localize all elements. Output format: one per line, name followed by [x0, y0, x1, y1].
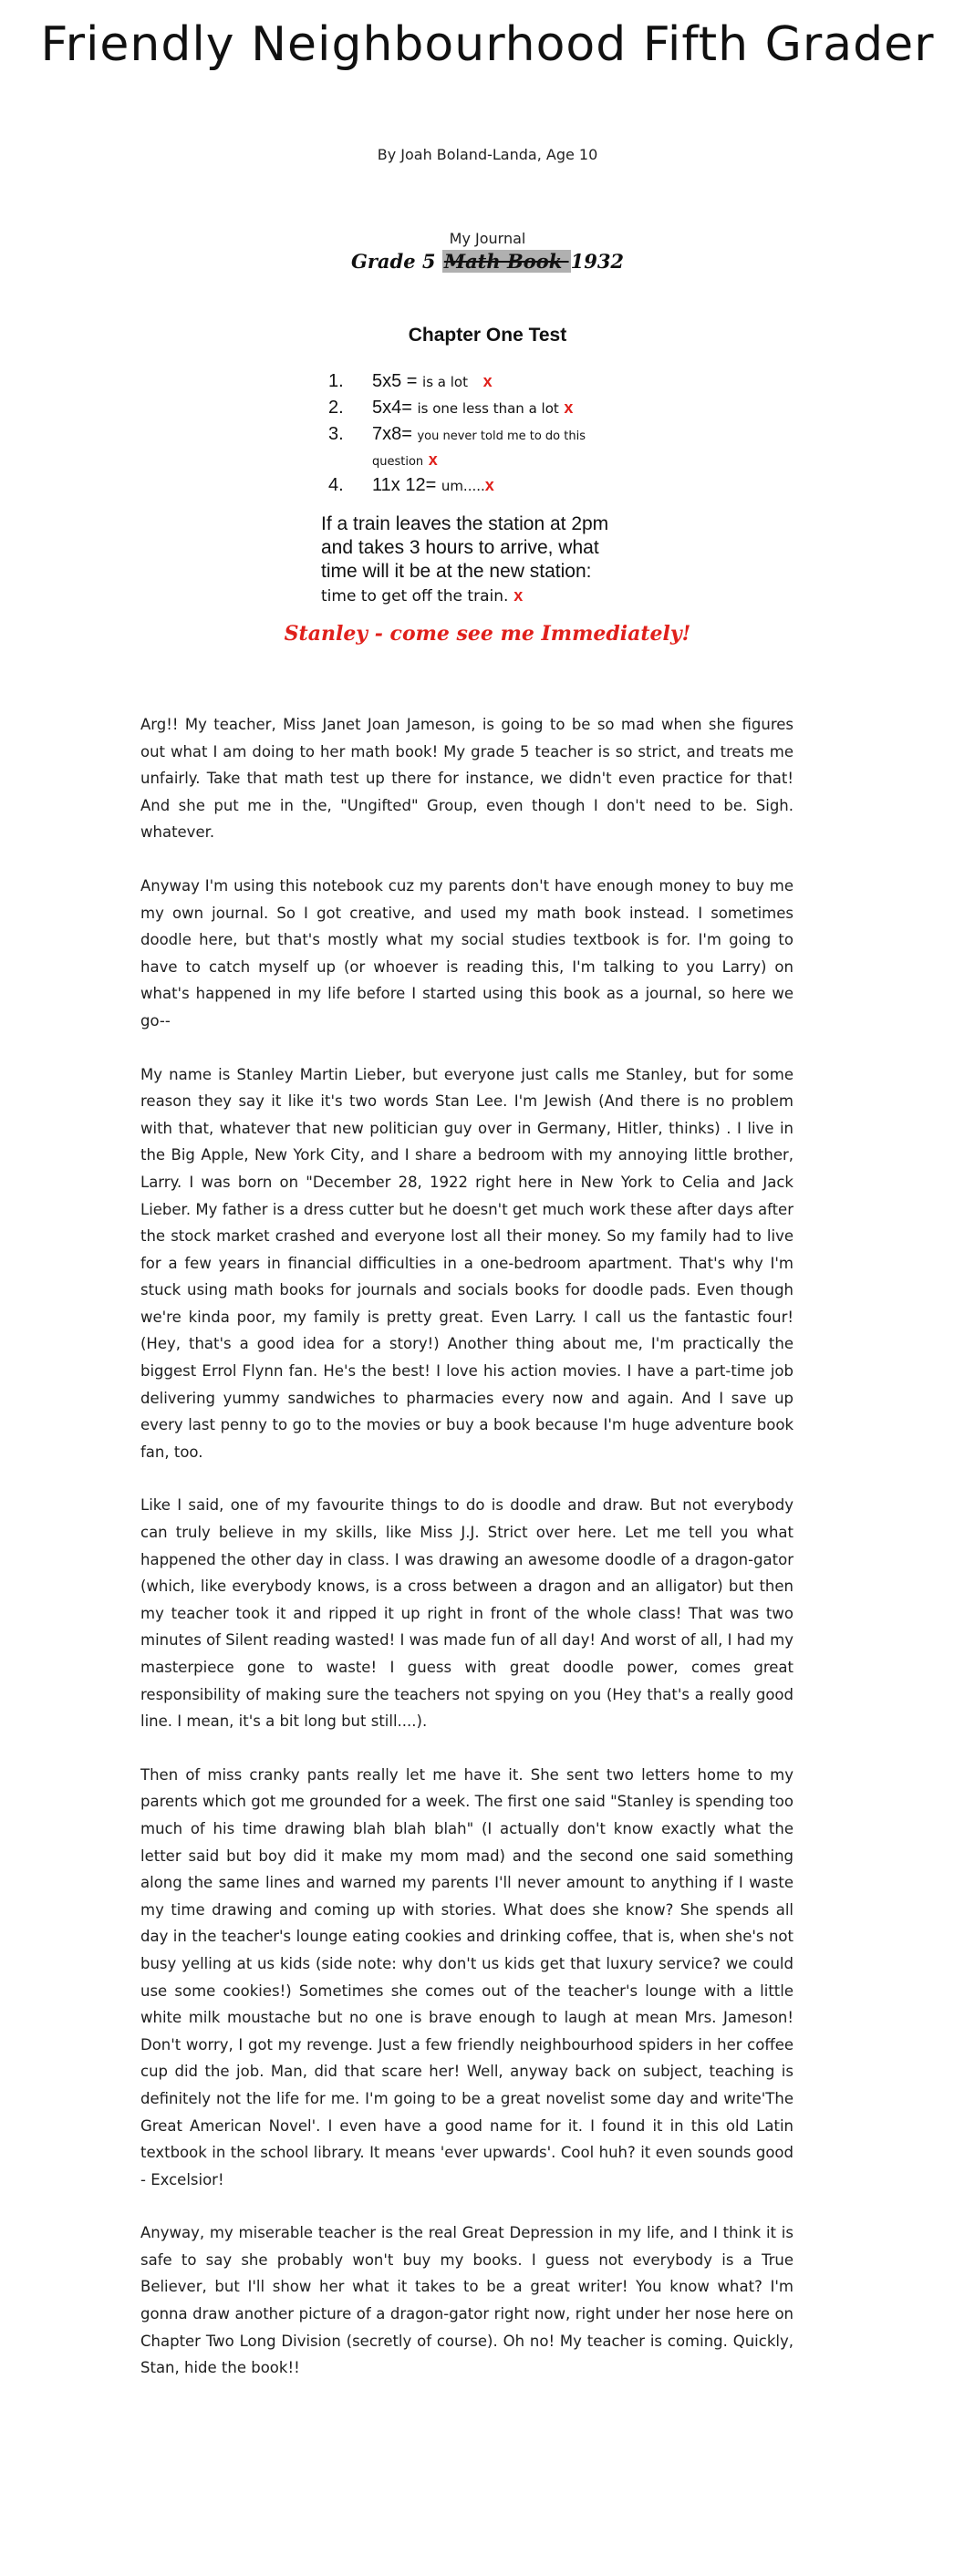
question-number: 4.	[328, 475, 344, 495]
page-title: Friendly Neighbourhood Fifth Grader	[40, 17, 935, 72]
wrong-mark: x	[428, 450, 438, 469]
teacher-note: Stanley - come see me Immediately!	[284, 622, 691, 646]
wrong-mark: x	[482, 372, 493, 390]
journal-paragraph: Like I said, one of my favourite things to do is doodle and draw. But not everybody can truly believe in my skills, like Miss J.J. Strict over here. Let me tell you what happened the other day in class. I was drawing an awesome doodle of a dragon-gator (which, like everybody knows, is a cross between a dragon and an alligator) but then my teacher took it and ripped it up right in front of the whole class! That was two minutes of Silent reading wasted! I was made fun of all day! And worst of all, I had my masterpiece gone to waste! I guess with great doodle power, comes great responsibility of making sure the teachers not spying on you (Hey that's a really good line. I mean, it's a bit long but still....).	[140, 1496, 793, 1731]
test-question	[328, 472, 657, 499]
question-number: 1.	[328, 371, 344, 391]
question-number: 3.	[328, 424, 344, 444]
notebook-label: My Journal	[449, 230, 526, 247]
journal-paragraph: Arg!! My teacher, Miss Janet Joan Jameson, is going to be so mad when she figures out what I am doing to her math book! My grade 5 teacher is so strict, and treats me unfairly. Take that math test up there for instance, we didn't even practice for that! And she put me in the, "Ungifted" Group, even though I don't need to be. Sigh. whatever.	[140, 716, 793, 842]
journal-entry	[140, 711, 793, 2408]
question-equation: 7x8=	[372, 424, 418, 444]
test-question	[328, 421, 600, 472]
question-answer: is a lot	[422, 374, 468, 390]
question-equation: 5x4=	[372, 398, 418, 418]
journal-paragraph: Anyway, my miserable teacher is the real Great Depression in my life, and I think it is safe to say she probably won't buy my books. I guess not everybody is a True Believer, but I'll show her what it takes to be a great writer! You know what? I'm gonna draw another picture of a dragon-gator right now, right under her nose here on Chapter Two Long Division (secretly of course). Oh no! My teacher is coming. Quickly, Stan, hide the book!!	[140, 2224, 793, 2377]
question-number: 2.	[328, 398, 344, 418]
notebook-title-year: 1932	[570, 250, 625, 273]
author-byline: By Joah Boland-Landa, Age 10	[377, 146, 598, 163]
wrong-mark: x	[484, 476, 494, 494]
question-equation: 11x 12=	[372, 475, 441, 495]
train-question	[321, 512, 631, 608]
test-question	[328, 368, 657, 395]
question-equation: 5x5 =	[372, 371, 423, 391]
wrong-mark: x	[513, 586, 524, 605]
journal-paragraph: My name is Stanley Martin Lieber, but everyone just calls me Stanley, but for some reason they say it like it's two words Stan Lee. I'm Jewish (And there is no problem with that, whatever that new politician guy over in Germany, Hitler, thinks) . I live in the Big Apple, New York City, and I share a bedroom with my annoying little brother, Larry. I was born on "December 28, 1922 right here in New York to Celia and Jack Lieber. My father is a dress cutter but he doesn't get much work these after days after the stock market crashed and everyone lost all their money. So my family had to live for a few years in financial difficulties in a one-bedroom apartment. That's why I'm stuck using math books for journals and socials books for doodle pads. Even though we're kinda poor, my family is pretty great. Even Larry. I call us the fantastic four! (Hey, that's a good idea for a story!) Another thing about me, I'm practically the biggest Errol Flynn fan. He's the best! I love his action movies. I have a part-time job delivering yummy sandwiches to pharmacies every now and again. And I save up every last penny to go to the movies or buy a book because I'm huge adventure book fan, too.	[140, 1065, 793, 1461]
journal-paragraph: Anyway I'm using this notebook cuz my parents don't have enough money to buy me my own journal. So I got creative, and used my math book instead. I sometimes doodle here, but that's mostly what my social studies textbook is for. I'm going to have to catch myself up (or whoever is reading this, I'm talking to you Larry) on what's happened in my life before I started using this book as a journal, so here we go--	[140, 876, 793, 1029]
test-question-list	[328, 368, 657, 499]
notebook-title	[0, 250, 975, 273]
chapter-heading: Chapter One Test	[408, 325, 567, 346]
question-answer: you never told me to do this question	[372, 429, 586, 469]
notebook-title-prefix: Grade 5	[350, 250, 442, 273]
test-question	[328, 395, 657, 421]
wrong-mark: x	[564, 398, 574, 417]
question-answer: is one less than a lot	[417, 400, 559, 417]
notebook-title-struck: Math Book	[443, 250, 569, 273]
journal-paragraph: Then of miss cranky pants really let me have it. She sent two letters home to my parents which got me grounded for a week. The first one said "Stanley is spending too much of his time drawing blah blah blah" (I actually don't know exactly what the letter said but boy did it make my mom mad) and the second one said something along the same lines and warned my parents I'll never amount to anything if I waste my time drawing and coming up with stories. What does she know? She spends all day in the teacher's lounge eating cookies and drinking coffee, that is, when she's not busy yelling at us kids (side note: why don't us kids get that luxury service? we could use some cookies!) Sometimes she comes out of the teacher's lounge with a little white milk moustache but no one is brave enough to laugh at mean Mrs. Jameson! Don't worry, I got my revenge. Just a few friendly neighbourhood spiders in her coffee cup did the job. Man, did that scare her! Well, anyway back on subject, teaching is definitely not the life for me. I'm going to be a great novelist some day and write'The Great American Novel'. I even have a good name for it. I found it in this old Latin textbook in the school library. It means 'ever upwards'. Cool huh? it even sounds good - Excelsior!	[140, 1765, 793, 2188]
train-question-text: If a train leaves the station at 2pm and takes 3 hours to arrive, what time will it be at the new station:	[321, 513, 609, 582]
train-answer: time to get off the train.	[321, 587, 509, 605]
question-answer: um.....	[441, 478, 485, 494]
